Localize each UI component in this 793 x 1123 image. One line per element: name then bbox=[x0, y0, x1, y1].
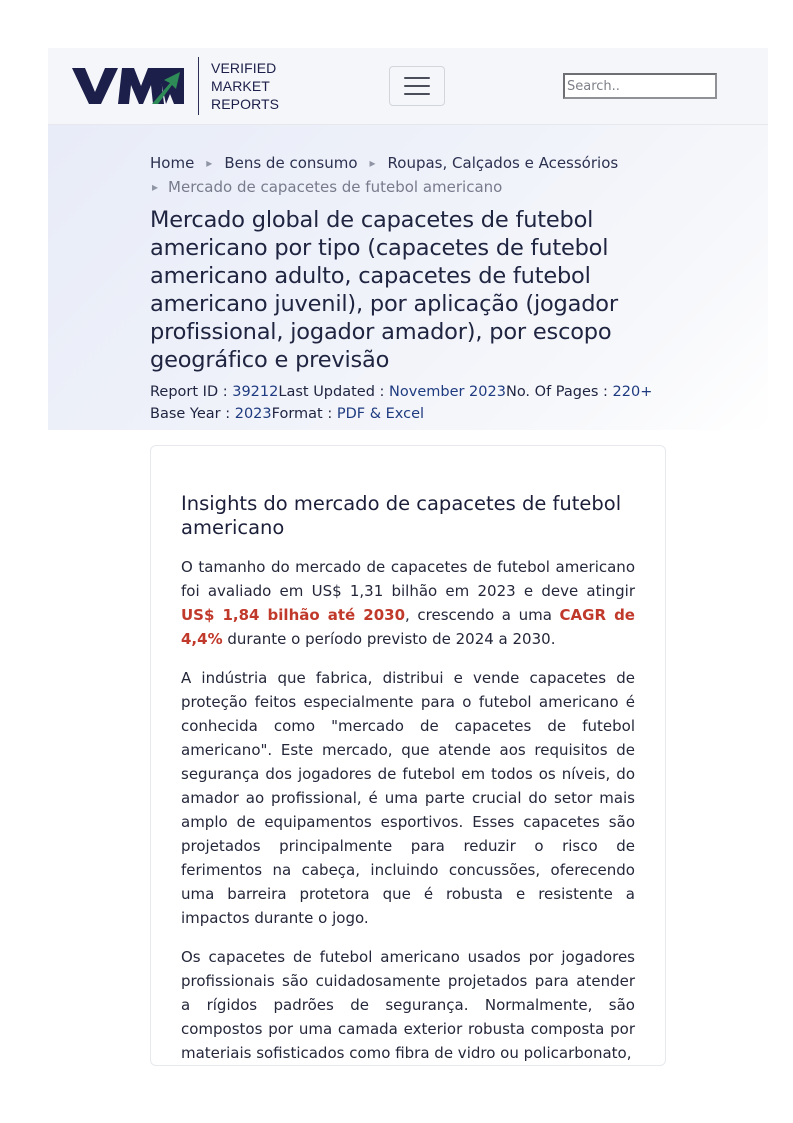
hamburger-icon-bar-2 bbox=[404, 85, 430, 87]
base-year-value: 2023 bbox=[234, 406, 272, 422]
pages-value: 220+ bbox=[612, 384, 653, 400]
format-label: Format : bbox=[271, 406, 337, 422]
search-input[interactable] bbox=[563, 73, 717, 99]
insights-heading: Insights do mercado de capacetes de futebol americano bbox=[181, 492, 622, 539]
logo-wordmark bbox=[211, 59, 279, 113]
breadcrumb-current: Mercado de capacetes de futebol americano bbox=[168, 178, 503, 196]
insights-paragraph-3: Os capacetes de futebol americano usados por jogadores profissionais são cuidadosamente projetados para atender a rígidos padrões de segurança. Normalmente, são compostos por uma camada exterior robusta composta por materiais sofisticados como fibra de vidro ou policarbonato, bbox=[181, 948, 635, 1062]
report-meta-row-2 bbox=[150, 403, 670, 425]
report-hero bbox=[48, 125, 768, 430]
breadcrumb-home-link[interactable]: Home bbox=[150, 154, 195, 172]
logo-divider bbox=[198, 57, 199, 115]
hamburger-icon-bar-1 bbox=[404, 77, 430, 79]
insights-paragraph-1 bbox=[181, 555, 635, 651]
insights-content bbox=[181, 492, 635, 1066]
pages-label: No. Of Pages : bbox=[505, 384, 613, 400]
last-updated-value: November 2023 bbox=[389, 384, 506, 400]
cagr-highlight: CAGR de 4,4% bbox=[181, 606, 635, 648]
menu-toggle-button[interactable] bbox=[389, 66, 445, 106]
logo-line-1: VERIFIED bbox=[211, 60, 277, 76]
report-meta-row-1 bbox=[150, 381, 670, 403]
breadcrumb-subcategory-link[interactable]: Roupas, Calçados e Acessórios bbox=[387, 154, 619, 172]
vmr-logo-mark-icon bbox=[72, 67, 184, 105]
base-year-label: Base Year : bbox=[150, 406, 235, 422]
breadcrumb bbox=[150, 151, 670, 199]
hamburger-icon-bar-3 bbox=[404, 93, 430, 95]
logo[interactable] bbox=[72, 57, 279, 115]
breadcrumb-category-link[interactable]: Bens de consumo bbox=[224, 154, 358, 172]
site-header bbox=[48, 48, 768, 125]
chevron-right-icon: ▸ bbox=[369, 156, 376, 170]
p1-text-c: durante o período previsto de 2024 a 2030. bbox=[222, 630, 556, 648]
insights-card bbox=[150, 445, 666, 1066]
p1-text-a: O tamanho do mercado de capacetes de futebol americano foi avaliado em US$ 1,31 bilhão em 2023 e deve atingir bbox=[181, 558, 635, 600]
insights-paragraph-2: A indústria que fabrica, distribui e vende capacetes de proteção feitos especialmente para o futebol americano é conhecida como "mercado de capacetes de futebol americano". Este mercado, que atende aos requisitos de segurança dos jogadores de futebol em todos os níveis, do amador ao profissional, é uma parte crucial do setor mais amplo de equipamentos esportivos. Esses capacetes são projetados principalmente para reduzir o risco de ferimentos na cabeça, incluindo concussões, oferecendo uma barreira protetora que é robusta e resistente a impactos durante o jogo. bbox=[181, 669, 635, 927]
market-value-highlight: US$ 1,84 bilhão até 2030 bbox=[181, 606, 406, 624]
report-id-label: Report ID : bbox=[150, 384, 233, 400]
page-title: Mercado global de capacetes de futebol americano por tipo (capacetes de futebol americano adulto, capacetes de futebol americano juvenil), por aplicação (jogador profissional, jogador amador), por escopo geográfico e previsão bbox=[150, 207, 618, 373]
report-id-value: 39212 bbox=[232, 384, 279, 400]
p1-text-b: , crescendo a uma bbox=[405, 606, 560, 624]
chevron-right-icon: ▸ bbox=[206, 156, 213, 170]
last-updated-label: Last Updated : bbox=[278, 384, 390, 400]
page-frame bbox=[48, 48, 768, 430]
format-value: PDF & Excel bbox=[336, 406, 425, 422]
logo-line-3: REPORTS bbox=[211, 96, 280, 112]
report-meta bbox=[150, 381, 670, 425]
chevron-right-icon: ▸ bbox=[152, 180, 159, 194]
logo-line-2: MARKET bbox=[211, 78, 270, 94]
